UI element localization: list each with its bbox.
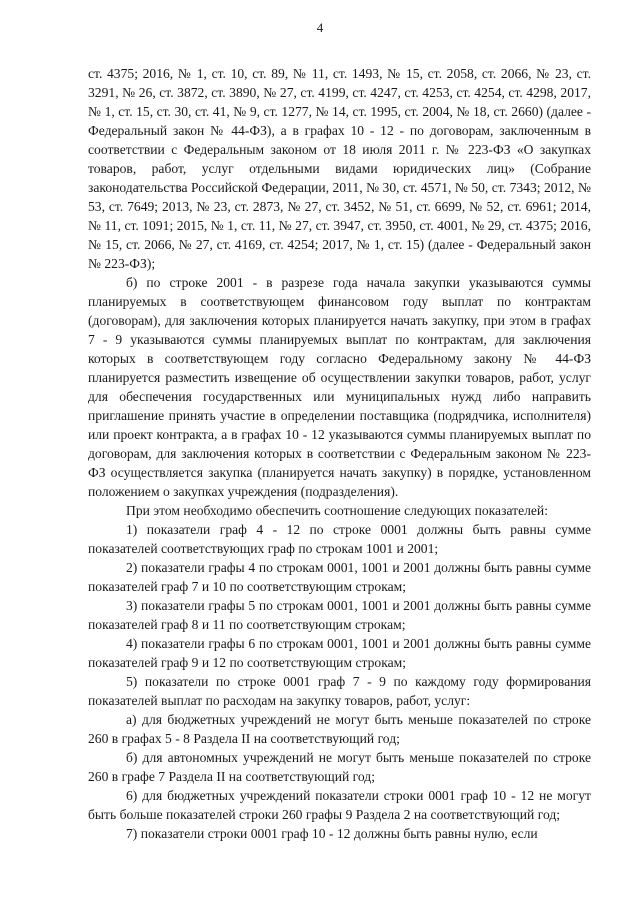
paragraph-item-3: 3) показатели графы 5 по строкам 0001, 1001 и 2001 должны быть равны сумме показателей граф 8 и 11 по соответствующим строкам; (88, 598, 591, 632)
paragraph-item-5: 5) показатели по строке 0001 граф 7 - 9 по каждому году формирования показателей выплат по расходам на закупку товаров, работ, услуг: (88, 674, 591, 708)
paragraph-item-b-row-2001: б) по строке 2001 - в разрезе года начала закупки указываются суммы планируемых в соответствующем финансовом году выплат по контрактам (договорам), для заключения которых планируется начать закупку, при этом в графах 7 - 9 указываются суммы планируемых выплат по контрактам, для заключения которых в соответствующем году согласно Федеральному закону № 44-ФЗ планируется разместить извещение об осуществлении закупки товаров, работ, услуг для обеспечения государственных или муниципальных нужд либо направить приглашение принять участие в определении поставщика (подрядчика, исполнителя) или проект контракта, а в графах 10 - 12 указываются суммы планируемых выплат по договорам, для заключения которых в соответствии с Федеральным законом № 223-ФЗ осуществляется закупка (планируется начать закупку) в порядке, установленном положением о закупках учреждения (подразделения). (88, 275, 591, 499)
page-number: 4 (316, 20, 324, 35)
paragraph-continuation: ст. 4375; 2016, № 1, ст. 10, ст. 89, № 11, ст. 1493, № 15, ст. 2058, ст. 2066, № 23, ст. 3291, № 26, ст. 3872, ст. 3890, № 27, ст. 4199, ст. 4247, ст. 4253, ст. 4254, ст. 4298, 2017, № 1, ст. 15, ст. 30, ст. 41, № 9, ст. 1277, № 14, ст. 1995, ст. 2004, № 18, ст. 2660) (далее - Федеральный закон № 44-ФЗ), а в графах 10 - 12 - по договорам, заключенным в соответствии с Федеральным законом от 18 июля 2011 г. № 223-ФЗ «О закупках товаров, работ, услуг отдельными видами юридических лиц» (Собрание законодательства Российской Федерации, 2011, № 30, ст. 4571, № 50, ст. 7343; 2012, № 53, ст. 7649; 2013, № 23, ст. 2873, № 27, ст. 3452, № 51, ст. 6699, № 52, ст. 6961; 2014, № 11, ст. 1091; 2015, № 1, ст. 11, № 27, ст. 3947, ст. 3950, ст. 4001, № 29, ст. 4375; 2016, № 15, ст. 2066, № 27, ст. 4169, ст. 4254; 2017, № 1, ст. 15) (далее - Федеральный закон № 223-ФЗ); (88, 66, 591, 271)
paragraph-item-4: 4) показатели графы 6 по строкам 0001, 1001 и 2001 должны быть равны сумме показателей граф 9 и 12 по соответствующим строкам; (88, 636, 591, 670)
paragraph-item-5b: б) для автономных учреждений не могут быть меньше показателей по строке 260 в графе 7 Раздела II на соответствующий год; (88, 750, 591, 784)
paragraph-item-1: 1) показатели граф 4 - 12 по строке 0001 должны быть равны сумме показателей соответствующих граф по строкам 1001 и 2001; (88, 522, 591, 556)
paragraph-ratio-intro: При этом необходимо обеспечить соотношение следующих показателей: (126, 503, 548, 518)
paragraph-item-6: 6) для бюджетных учреждений показатели строки 0001 граф 10 - 12 не могут быть больше показателей строки 260 графы 9 Раздела 2 на соответствующий год; (88, 788, 591, 822)
paragraph-item-7: 7) показатели строки 0001 граф 10 - 12 должны быть равны нулю, если (126, 826, 538, 841)
paragraph-item-5a: а) для бюджетных учреждений не могут быть меньше показателей по строке 260 в графах 5 - 8 Раздела II на соответствующий год; (88, 712, 591, 746)
paragraph-item-2: 2) показатели графы 4 по строкам 0001, 1001 и 2001 должны быть равны сумме показателей граф 7 и 10 по соответствующим строкам; (88, 560, 591, 594)
document-body (88, 64, 591, 843)
